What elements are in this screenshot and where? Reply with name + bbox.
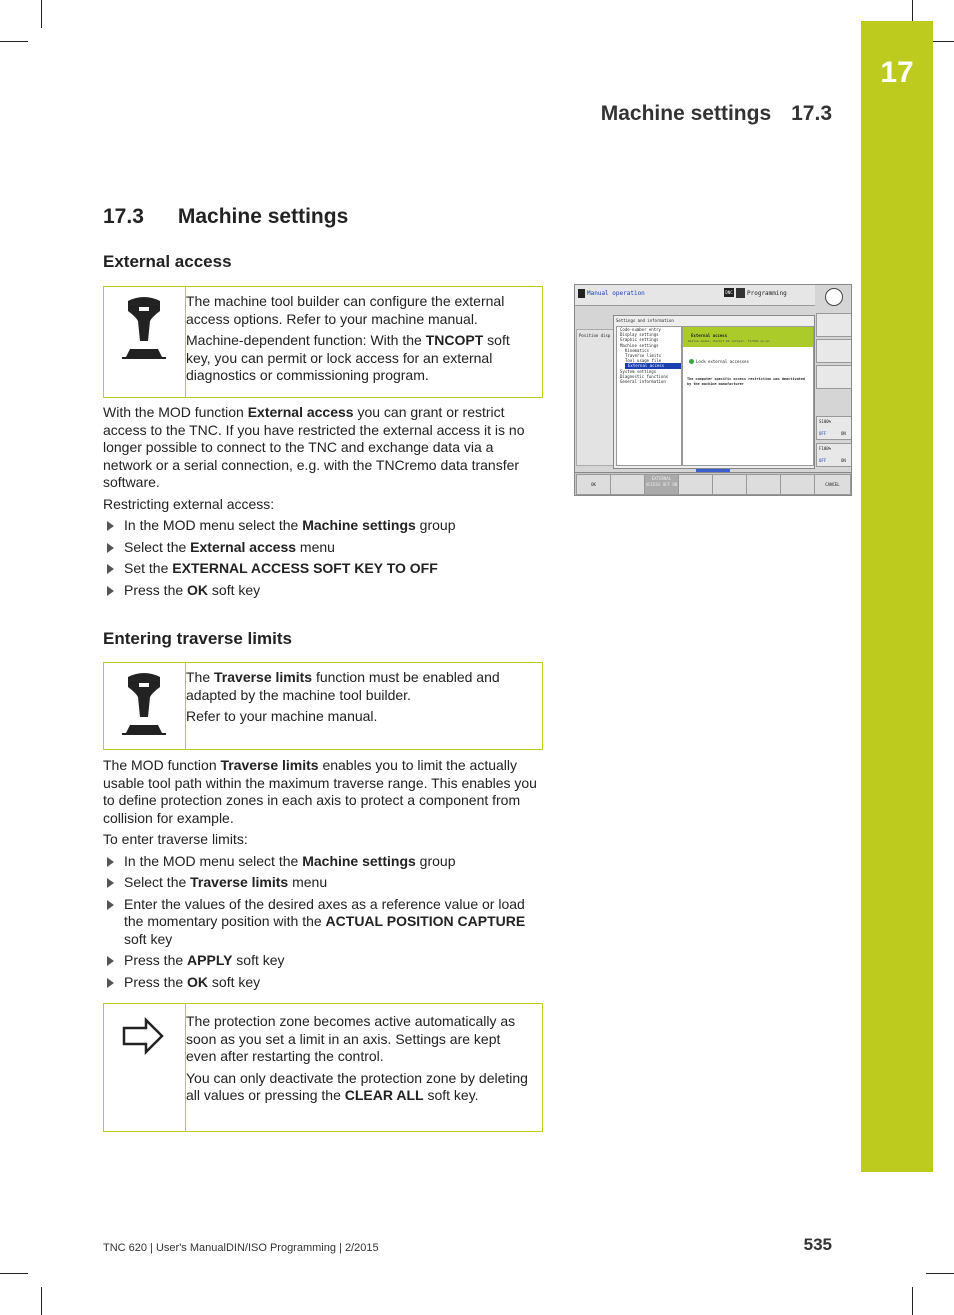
- panel-subtitle: Define modes. Permit DS infoplc. TT/DAS on mo.: [688, 339, 772, 343]
- tree-item[interactable]: Code-number entry: [620, 327, 661, 332]
- tree-item[interactable]: Kinematics: [625, 347, 650, 353]
- mode-bar: [575, 285, 815, 306]
- note-text: [186, 1013, 534, 1109]
- cancel-softkey[interactable]: CANCEL: [814, 474, 851, 495]
- tnc-screenshot: [574, 284, 852, 496]
- bullet-arrow-icon: [107, 521, 114, 531]
- lead-text: To enter traverse limits:: [103, 831, 248, 847]
- running-section: 17.3: [791, 102, 832, 125]
- info-message: The computer specific access restriction was deactivated by the machine manufacturer: [687, 377, 806, 386]
- intro-paragraph: With the MOD function External access you can grant or restrict access to the TNC. If you have restricted the external access it is no longer possible to connect to the TNC and exchange data via a network or a serial connection, e.g. with the TNCremo data transfer software.: [103, 404, 525, 490]
- feed-override: F100% OFF ON: [816, 443, 852, 467]
- page-number: 535: [803, 1235, 832, 1254]
- crop-mark: [912, 1287, 913, 1315]
- axis-indicator: [816, 365, 852, 389]
- bullet-arrow-icon: [107, 586, 114, 596]
- bullet-arrow-icon: [107, 564, 114, 574]
- step-item: In the MOD menu select the Machine settings group: [103, 853, 543, 871]
- crop-mark: [41, 0, 42, 28]
- bullet-arrow-icon: [107, 978, 114, 988]
- crop-mark: [0, 1273, 28, 1274]
- lead-text: Restricting external access:: [103, 495, 275, 512]
- traverse-limits-body: [103, 757, 543, 995]
- step-item: Press the OK soft key: [103, 974, 543, 992]
- crop-mark: [926, 1273, 954, 1274]
- dnc-icon: DNC: [725, 290, 733, 295]
- softkey-row: [575, 472, 851, 495]
- softkey-empty[interactable]: [678, 474, 713, 495]
- section-heading: [103, 205, 348, 229]
- crop-mark: [41, 1287, 42, 1315]
- tree-item[interactable]: Display settings: [620, 332, 659, 338]
- tree-item[interactable]: Machine settings: [620, 342, 659, 348]
- tree-item[interactable]: Diagnostic functions: [620, 373, 669, 379]
- clock-icon: [825, 288, 843, 306]
- tree-item[interactable]: Graphic settings: [620, 337, 659, 343]
- info-note-box: [103, 1003, 543, 1132]
- section-title: Machine settings: [177, 205, 349, 228]
- bullet-arrow-icon: [107, 857, 114, 867]
- step-item: In the MOD menu select the Machine settings group: [103, 517, 543, 535]
- step-item: Set the EXTERNAL ACCESS SOFT KEY TO OFF: [103, 560, 543, 578]
- mode-programming: Programming: [747, 290, 787, 297]
- mode-manual: Manual operation: [587, 290, 645, 297]
- softkey-empty[interactable]: [746, 474, 781, 495]
- note-paragraph: Refer to your machine manual.: [186, 708, 378, 724]
- note-paragraph: You can only deactivate the protection zone by deleting all values or pressing the CLEAR ALL soft key.: [186, 1069, 528, 1103]
- machine-note-box: [103, 286, 543, 398]
- machine-manual-icon: [122, 671, 166, 737]
- external-access-body: [103, 404, 543, 603]
- softkey-empty[interactable]: [712, 474, 747, 495]
- status-dot-icon: [689, 359, 694, 364]
- hand-icon: [578, 289, 585, 298]
- softkey-empty[interactable]: [780, 474, 815, 495]
- spindle-override: S100% OFF ON: [816, 416, 852, 440]
- external-access-heading: External access: [103, 252, 232, 271]
- bullet-arrow-icon: [107, 900, 114, 910]
- machine-manual-icon: [122, 295, 166, 361]
- axis-indicator: [816, 313, 852, 337]
- dialog-title: Settings and information: [616, 318, 674, 323]
- ok-softkey[interactable]: OK: [576, 474, 611, 495]
- bullet-arrow-icon: [107, 878, 114, 888]
- settings-dialog: [613, 315, 815, 469]
- settings-tree: [616, 326, 682, 466]
- tree-item-selected[interactable]: External access: [625, 363, 681, 368]
- step-item: Select the Traverse limits menu: [103, 874, 543, 892]
- running-title: Machine settings: [600, 102, 772, 125]
- note-paragraph: The Traverse limits function must be enabled and adapted by the machine tool builder.: [186, 669, 500, 703]
- arrow-right-icon: [122, 1010, 166, 1076]
- panel-title: External access: [691, 333, 728, 338]
- position-display-panel: Position disp: [576, 329, 614, 466]
- step-item: Press the APPLY soft key: [103, 952, 543, 970]
- program-icon: [736, 288, 745, 298]
- note-paragraph: Machine-dependent function: With the TNCOPT soft key, you can permit or lock access for an external diagnostics or commissioning program.: [186, 332, 510, 383]
- lock-option[interactable]: Lock external accesses: [696, 359, 749, 364]
- tree-item[interactable]: System settings: [620, 368, 657, 374]
- chapter-tab: [861, 21, 933, 1172]
- footer-text: TNC 620 | User's ManualDIN/ISO Programming | 2/2015: [103, 1242, 379, 1254]
- running-header: [560, 102, 832, 126]
- panel-header: [683, 327, 813, 347]
- traverse-note-box: [103, 662, 543, 750]
- section-number: 17.3: [103, 205, 144, 228]
- tree-item[interactable]: General information: [620, 379, 666, 385]
- softkey-empty[interactable]: [610, 474, 645, 495]
- external-access-softkey[interactable]: EXTERNAL ACCESS OFF ON: [644, 474, 679, 495]
- intro-paragraph: The MOD function Traverse limits enables you to limit the actually usable tool path within the maximum traverse range. This enables you to define protection zones in each axis to protect a component from collision for example.: [103, 757, 537, 826]
- step-item: Enter the values of the desired axes as a reference value or load the momentary position with the ACTUAL POSITION CAPTURE soft key: [103, 896, 543, 949]
- step-item: Select the External access menu: [103, 539, 543, 557]
- axis-indicator: [816, 339, 852, 363]
- note-text: [186, 293, 534, 389]
- tree-item[interactable]: Tool usage file: [625, 358, 662, 364]
- bullet-arrow-icon: [107, 956, 114, 966]
- note-paragraph: The machine tool builder can configure the external access options. Refer to your machine manual.: [186, 293, 505, 327]
- external-access-panel: [682, 326, 814, 466]
- chapter-number: 17: [880, 56, 914, 89]
- step-item: Press the OK soft key: [103, 582, 543, 600]
- bullet-arrow-icon: [107, 543, 114, 553]
- tree-item[interactable]: Traverse limits: [625, 353, 662, 359]
- crop-mark: [0, 41, 28, 42]
- note-text: [186, 669, 534, 730]
- traverse-limits-heading: Entering traverse limits: [103, 629, 292, 648]
- note-paragraph: The protection zone becomes active automatically as soon as you set a limit in an axis. Settings are kept even after restarting the control.: [186, 1013, 516, 1064]
